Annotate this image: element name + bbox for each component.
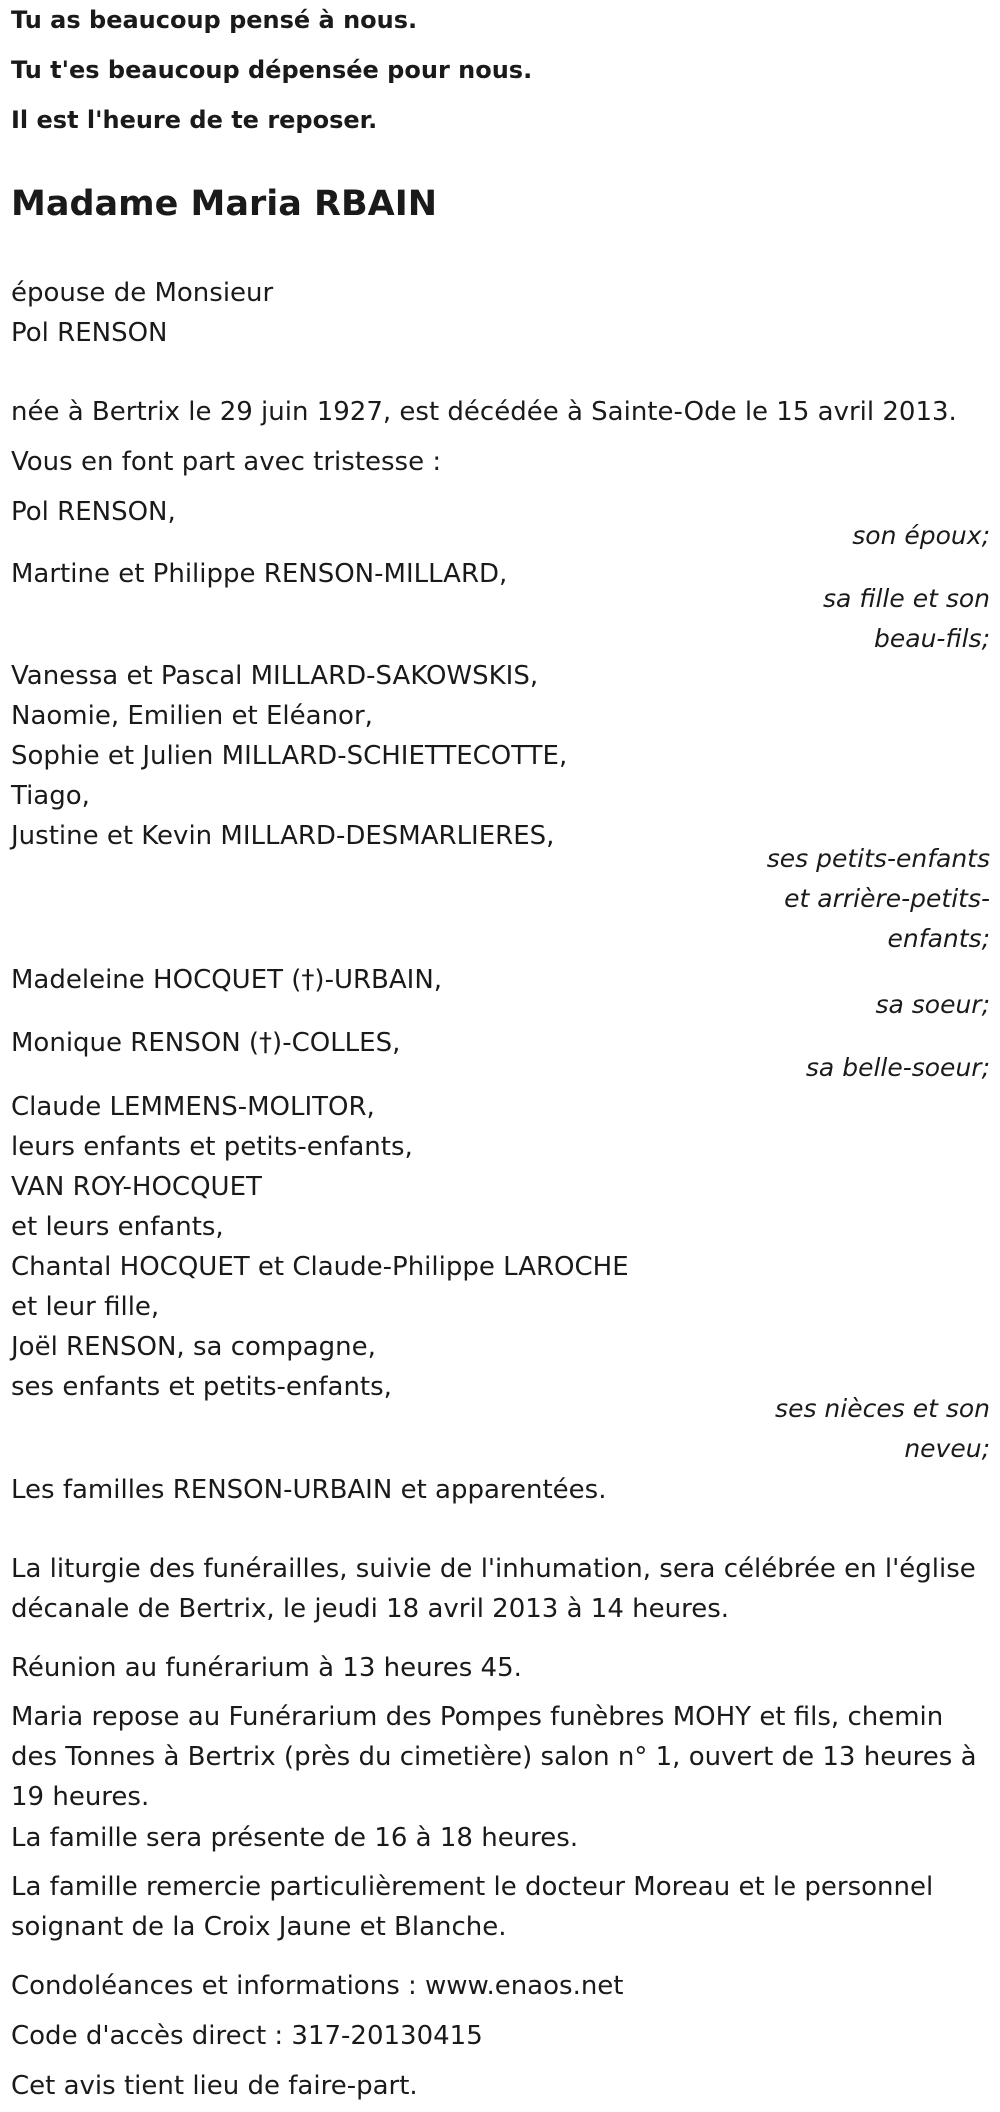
relation-line: ses nièces et son [775, 1394, 990, 1423]
relation-line: sa belle-soeur; [805, 1053, 990, 1082]
family-group-4-relation [875, 985, 990, 1025]
family-name-line: Naomie, Emilien et Eléanor, [11, 701, 373, 731]
intro-line: Vous en font part avec tristesse : [11, 447, 442, 477]
family-group-3-names [11, 656, 567, 856]
deceased-name: Madame Maria RBAIN [11, 184, 438, 224]
closing-line: Cet avis tient lieu de faire-part. [11, 2071, 418, 2101]
family-name-line: et leurs enfants, [11, 1212, 224, 1242]
repose-paragraph: Maria repose au Funérarium des Pompes funèbres MOHY et fils, chemin des Tonnes à Bertrix (près du cimetière) salon n° 1, ouvert de 13 heures à 19 heures. [11, 1702, 977, 1812]
thanks-paragraph: La famille remercie particulièrement le docteur Moreau et le personnel soignant de la Croix Jaune et Blanche. [11, 1872, 934, 1942]
family-name-line: Claude LEMMENS-MOLITOR, [11, 1092, 375, 1122]
relation-line: ses petits-enfants [766, 844, 990, 873]
relation-line: son époux; [852, 521, 990, 550]
family-group-1-names [11, 492, 176, 532]
family-name-line: leurs enfants et petits-enfants, [11, 1132, 413, 1162]
spouse-line-1: épouse de Monsieur [11, 278, 274, 308]
poem-line-1: Tu as beaucoup pensé à nous. [11, 6, 418, 34]
family-name-line: ses enfants et petits-enfants, [11, 1372, 392, 1402]
family-group-4-names [11, 960, 442, 1000]
family-name-line: Martine et Philippe RENSON-MILLARD, [11, 559, 508, 589]
family-name-line: Madeleine HOCQUET (†)-URBAIN, [11, 965, 443, 995]
family-group-5-relation [806, 1048, 990, 1088]
families-line: Les familles RENSON-URBAIN et apparentées. [11, 1475, 607, 1505]
relation-line: et arrière-petits- [784, 884, 990, 913]
family-name-line: Tiago, [11, 781, 90, 811]
family-name-line: Monique RENSON (†)-COLLES, [11, 1028, 401, 1058]
family-group-1-relation [852, 516, 990, 556]
family-group-6-relation [775, 1389, 990, 1469]
relation-line: sa soeur; [875, 990, 990, 1019]
family-group-2-names [11, 554, 507, 594]
condolences-line: Condoléances et informations : www.enaos.net [11, 1971, 624, 2001]
presence-line: La famille sera présente de 16 à 18 heures. [11, 1823, 579, 1853]
family-group-2-relation [823, 579, 990, 659]
family-name-line: VAN ROY-HOCQUET [11, 1172, 262, 1202]
poem-line-3: Il est l'heure de te reposer. [11, 106, 378, 134]
spouse-line-2: Pol RENSON [11, 318, 168, 348]
family-group-6-names [11, 1087, 629, 1407]
family-name-line: Joël RENSON, sa compagne, [11, 1332, 376, 1362]
birth-death-line: née à Bertrix le 29 juin 1927, est décédée à Sainte-Ode le 15 avril 2013. [11, 397, 957, 427]
family-name-line: Vanessa et Pascal MILLARD-SAKOWSKIS, [11, 661, 539, 691]
family-name-line: et leur fille, [11, 1292, 160, 1322]
spouse-block [11, 273, 273, 353]
relation-line: enfants; [887, 924, 990, 953]
family-group-5-names [11, 1023, 400, 1063]
relation-line: sa fille et son [823, 584, 990, 613]
relation-line: neveu; [904, 1434, 990, 1463]
access-code-line: Code d'accès direct : 317-20130415 [11, 2021, 483, 2051]
poem-line-2: Tu t'es beaucoup dépensée pour nous. [11, 56, 533, 84]
family-group-3-relation [767, 839, 990, 959]
funeral-paragraph: La liturgie des funérailles, suivie de l'inhumation, sera célébrée en l'église décanale de Bertrix, le jeudi 18 avril 2013 à 14 heures. [11, 1554, 976, 1624]
family-name-line: Pol RENSON, [11, 497, 176, 527]
reunion-line: Réunion au funérarium à 13 heures 45. [11, 1653, 522, 1683]
relation-line: beau-fils; [874, 624, 990, 653]
family-name-line: Justine et Kevin MILLARD-DESMARLIERES, [11, 821, 555, 851]
family-name-line: Chantal HOCQUET et Claude-Philippe LAROCHE [11, 1252, 629, 1282]
family-name-line: Sophie et Julien MILLARD-SCHIETTECOTTE, [11, 741, 568, 771]
